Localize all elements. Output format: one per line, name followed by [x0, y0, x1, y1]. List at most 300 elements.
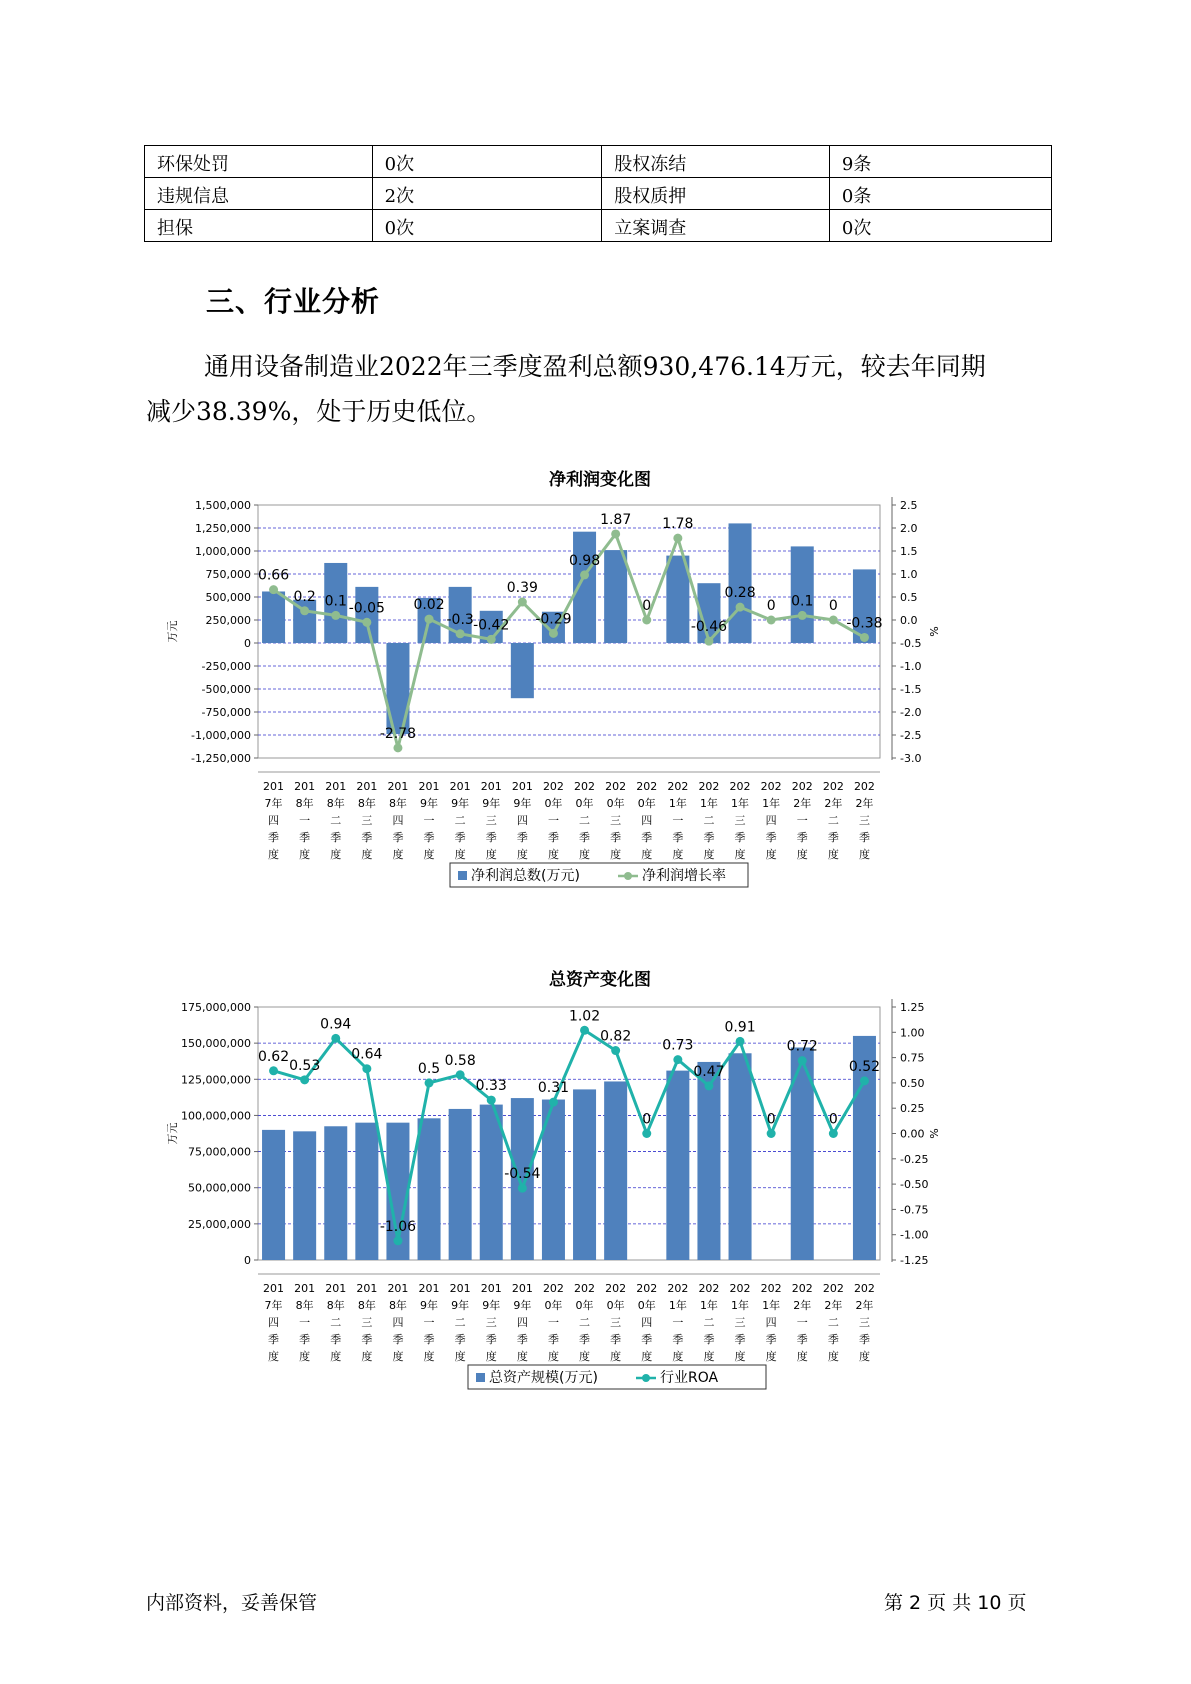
x-tick-label-line: 度 [516, 1350, 528, 1363]
assets-chart [150, 995, 1030, 1415]
y2-tick-label: -1.00 [900, 1228, 929, 1242]
y-tick-label: 25,000,000 [188, 1217, 251, 1231]
x-tick-label-line: 三 [610, 814, 622, 827]
data-label: -2.78 [379, 725, 417, 742]
x-tick-label-line: 季 [796, 1333, 808, 1346]
x-tick-label-line: 季 [579, 1333, 591, 1346]
y2-tick-label: -0.75 [900, 1203, 929, 1217]
legend-line-dot [624, 872, 632, 880]
table-row [145, 146, 1052, 178]
x-tick-label-line: 三 [361, 1316, 373, 1329]
x-tick-label-line: 三 [734, 814, 746, 827]
x-tick-label-line: 一 [423, 814, 435, 827]
x-tick-label-line: 8年 [295, 1299, 314, 1312]
line-point [580, 570, 589, 579]
x-tick-label-line: 季 [827, 831, 839, 844]
data-label: 0.94 [320, 1016, 352, 1033]
x-tick-label-line: 度 [579, 848, 591, 861]
x-tick-label [419, 780, 440, 861]
x-tick-label-line: 季 [392, 1333, 404, 1346]
data-label: 0.53 [289, 1057, 321, 1074]
y-tick-label: 75,000,000 [188, 1145, 251, 1159]
x-tick-label-line: 202 [791, 1282, 813, 1295]
paragraph-line-2: 减少38.39%，处于历史低位。 [146, 397, 492, 426]
y-tick-label: -500,000 [201, 683, 251, 696]
x-tick-label-line: 季 [765, 831, 777, 844]
x-tick-label-line: 202 [605, 1282, 627, 1295]
line-point [798, 611, 807, 620]
x-tick-label-line: 1年 [762, 797, 781, 810]
line-point [642, 616, 651, 625]
table-cell: 0次 [829, 210, 1051, 242]
y2-axis-title: % [927, 1128, 940, 1139]
x-tick-label-line: 度 [672, 848, 684, 861]
x-tick-label-line: 季 [268, 831, 280, 844]
line-point [393, 1236, 402, 1245]
y-tick-label: 500,000 [205, 591, 251, 604]
x-tick-label [730, 780, 751, 861]
y2-tick-label: 0.0 [900, 614, 918, 627]
x-tick-label-line: 0年 [637, 797, 656, 810]
data-label: 0.47 [693, 1063, 725, 1080]
x-tick-label-line: 三 [485, 1316, 497, 1329]
data-label: 0.73 [662, 1037, 694, 1054]
x-tick-label [263, 780, 284, 861]
x-tick-label-line: 季 [547, 831, 559, 844]
y2-tick-label: 2.5 [900, 499, 918, 512]
x-tick-label [823, 780, 844, 861]
x-tick-label-line: 201 [418, 1282, 440, 1295]
y2-tick-label: 1.00 [900, 1026, 925, 1040]
x-tick-label-line: 度 [547, 1350, 559, 1363]
line-point [580, 1026, 589, 1035]
x-tick-label [636, 780, 657, 861]
line-point [767, 1129, 776, 1138]
line-point [487, 635, 496, 644]
x-tick-label [294, 1282, 315, 1363]
x-tick-label-line: 四 [268, 814, 280, 827]
table-cell: 担保 [145, 210, 373, 242]
x-tick-label-line: 四 [765, 1316, 777, 1329]
chart-title-assets: 总资产变化图 [549, 970, 651, 990]
x-tick-label-line: 201 [480, 1282, 502, 1295]
bar [604, 550, 627, 643]
x-tick-label-line: 二 [330, 814, 342, 827]
x-tick-label [605, 780, 626, 861]
x-tick-label-line: 1年 [762, 1299, 781, 1312]
y2-tick-label: -2.0 [900, 706, 922, 719]
x-tick-label-line: 度 [734, 1350, 746, 1363]
x-tick-label-line: 201 [449, 1282, 471, 1295]
plot-area [258, 505, 883, 758]
bar [666, 1071, 689, 1260]
x-tick-label [543, 1282, 564, 1363]
table-cell: 2次 [372, 178, 602, 210]
bar [511, 643, 534, 698]
table-cell: 立案调查 [602, 210, 830, 242]
table-cell: 0次 [372, 146, 602, 178]
line-point [673, 1055, 682, 1064]
data-label: 0.31 [537, 1080, 570, 1097]
y-tick-label: 0 [244, 1254, 251, 1267]
x-tick-label-line: 8年 [295, 797, 314, 810]
x-tick-label-line: 8年 [326, 1299, 345, 1312]
x-tick-label-line: 季 [641, 831, 653, 844]
data-label: -0.29 [535, 611, 572, 628]
x-tick-label-line: 季 [734, 831, 746, 844]
line-point [829, 616, 838, 625]
y2-tick-label: 0.5 [900, 591, 918, 604]
data-label: 0 [766, 598, 776, 614]
x-tick-label-line: 202 [853, 780, 875, 793]
table-cell: 环保处罚 [145, 146, 373, 178]
x-tick-label [761, 1282, 782, 1363]
x-tick-label-line: 二 [454, 1316, 466, 1329]
bar [729, 1053, 752, 1260]
line-point [487, 1096, 496, 1105]
data-label: 0.39 [506, 580, 538, 597]
line-point [829, 1129, 838, 1138]
x-tick-label-line: 度 [392, 1350, 404, 1363]
x-tick-label-line: 201 [294, 780, 316, 793]
legend-label: 总资产规模(万元) [489, 1370, 598, 1386]
x-tick-label-line: 202 [542, 1282, 564, 1295]
data-label: -0.3 [446, 611, 474, 628]
x-tick-label-line: 一 [672, 1316, 684, 1329]
x-tick-label-line: 201 [294, 1282, 316, 1295]
x-tick-label-line: 度 [765, 848, 777, 861]
x-tick-label-line: 度 [547, 848, 559, 861]
y2-tick-label: -3.0 [900, 752, 922, 765]
x-tick-label [419, 1282, 440, 1363]
x-tick-label-line: 202 [729, 1282, 751, 1295]
data-label: -0.38 [846, 615, 883, 632]
x-tick-label-line: 度 [827, 1350, 839, 1363]
x-tick-label-line: 季 [454, 831, 466, 844]
line-point [704, 1081, 713, 1090]
x-tick-label-line: 202 [542, 780, 564, 793]
data-label: 0 [642, 1111, 652, 1128]
y-tick-label: 175,000,000 [181, 1001, 251, 1014]
x-tick-label-line: 二 [454, 814, 466, 827]
y2-tick-label: -1.0 [900, 660, 922, 673]
table-cell: 0次 [372, 210, 602, 242]
x-tick-label-line: 度 [423, 1350, 435, 1363]
x-tick-label-line: 202 [698, 780, 720, 793]
line-point [518, 598, 527, 607]
x-tick-label-line: 201 [325, 780, 347, 793]
table-cell: 股权冻结 [602, 146, 830, 178]
x-tick-label [294, 780, 315, 861]
profit-chart [150, 493, 1030, 913]
y-tick-label: 1,000,000 [195, 545, 251, 558]
legend-bar-swatch [476, 1373, 485, 1382]
table-cell: 9条 [829, 146, 1051, 178]
x-tick-label-line: 9年 [420, 797, 439, 810]
y-tick-label: 750,000 [205, 568, 251, 581]
bar [449, 1109, 472, 1260]
data-label: 0 [828, 1111, 838, 1128]
x-tick-label-line: 2年 [793, 797, 812, 810]
x-tick-label [574, 1282, 595, 1363]
x-tick-label-line: 0年 [637, 1299, 656, 1312]
x-tick-label-line: 201 [511, 1282, 533, 1295]
x-tick-label-line: 三 [361, 814, 373, 827]
y2-axis-title: % [927, 626, 940, 637]
y2-tick-label: -2.5 [900, 729, 922, 742]
x-tick-label [574, 780, 595, 861]
y-tick-label: 1,250,000 [195, 522, 251, 535]
x-tick-label-line: 9年 [451, 1299, 470, 1312]
y2-tick-label: -0.5 [900, 637, 922, 650]
x-tick-label-line: 202 [791, 780, 813, 793]
x-tick-label-line: 2年 [793, 1299, 812, 1312]
x-tick-label-line: 四 [392, 814, 404, 827]
x-tick-label-line: 度 [454, 1350, 466, 1363]
x-tick-label [481, 780, 502, 861]
x-tick-label-line: 三 [858, 814, 870, 827]
x-tick-label-line: 202 [667, 1282, 689, 1295]
x-tick-label-line: 二 [827, 1316, 839, 1329]
y-tick-label: 250,000 [205, 614, 251, 627]
x-tick-label-line: 0年 [575, 1299, 594, 1312]
x-tick-label-line: 二 [827, 814, 839, 827]
data-label: 0.98 [568, 552, 601, 569]
x-tick-label [698, 1282, 719, 1363]
x-tick-label-line: 201 [387, 780, 409, 793]
line-point [456, 1070, 465, 1079]
bar [573, 1089, 596, 1260]
y-tick-label: -1,250,000 [191, 752, 251, 765]
data-label: 0.5 [417, 1060, 441, 1077]
y2-tick-label: 0.25 [900, 1102, 925, 1116]
bar [324, 1126, 347, 1260]
line-point [362, 1064, 371, 1073]
x-tick-label-line: 季 [361, 1333, 373, 1346]
data-label: 0.62 [257, 1048, 290, 1065]
table-row [145, 210, 1052, 242]
x-tick-label-line: 2年 [824, 797, 843, 810]
x-tick-label-line: 202 [853, 1282, 875, 1295]
x-tick-label [605, 1282, 626, 1363]
x-tick-label-line: 201 [511, 780, 533, 793]
x-tick-label-line: 季 [641, 1333, 653, 1346]
x-tick-label [387, 780, 408, 861]
data-label: 0 [766, 1111, 776, 1128]
bar [480, 1105, 503, 1260]
section-heading: 三、行业分析 [206, 285, 381, 318]
y2-tick-label: -0.50 [900, 1178, 929, 1192]
x-tick-label-line: 季 [330, 831, 342, 844]
x-tick-label-line: 四 [516, 814, 528, 827]
x-tick-label-line: 二 [703, 814, 715, 827]
x-tick-label-line: 202 [636, 1282, 658, 1295]
line-point [673, 534, 682, 543]
x-tick-label-line: 9年 [513, 1299, 532, 1312]
x-tick-label-line: 8年 [388, 797, 407, 810]
data-label: -1.06 [379, 1218, 417, 1235]
data-label: -0.46 [690, 619, 728, 636]
x-tick-label-line: 9年 [420, 1299, 439, 1312]
data-label: -0.05 [348, 600, 385, 617]
y-tick-label: -250,000 [201, 660, 251, 673]
y-tick-label: 0 [244, 637, 251, 650]
x-tick-label-line: 202 [698, 1282, 720, 1295]
x-tick-label-line: 1年 [731, 1299, 750, 1312]
x-tick-label-line: 季 [827, 1333, 839, 1346]
x-tick-label-line: 度 [610, 1350, 622, 1363]
x-tick-label-line: 季 [703, 831, 715, 844]
x-tick-label-line: 2年 [824, 1299, 843, 1312]
x-tick-label-line: 1年 [699, 797, 718, 810]
x-tick-label-line: 季 [454, 1333, 466, 1346]
line-point [331, 611, 340, 620]
bar [697, 1062, 720, 1260]
x-tick-label-line: 7年 [264, 1299, 283, 1312]
x-tick-label-line: 1年 [668, 797, 687, 810]
x-tick-label-line: 1年 [699, 1299, 718, 1312]
bar [262, 591, 285, 643]
x-tick-label [481, 1282, 502, 1363]
x-tick-label-line: 度 [392, 848, 404, 861]
data-label: 0.02 [413, 597, 445, 614]
x-tick-label-line: 202 [760, 780, 782, 793]
x-tick-label-line: 201 [387, 1282, 409, 1295]
x-tick-label [698, 780, 719, 861]
x-tick-label-line: 0年 [575, 797, 594, 810]
x-tick-label-line: 202 [822, 780, 844, 793]
x-tick-label-line: 202 [729, 780, 751, 793]
x-tick-label-line: 一 [547, 1316, 559, 1329]
x-tick-label [823, 1282, 844, 1363]
x-tick-label-line: 四 [641, 814, 653, 827]
data-label: 1.87 [600, 511, 632, 528]
x-tick-label-line: 0年 [606, 1299, 625, 1312]
x-tick-label-line: 2年 [855, 797, 874, 810]
bar [355, 1123, 378, 1260]
line-point [767, 616, 776, 625]
x-tick-label-line: 0年 [544, 1299, 563, 1312]
line-point [860, 633, 869, 642]
x-tick-label-line: 三 [610, 1316, 622, 1329]
chart-title-profit: 净利润变化图 [549, 470, 651, 490]
x-tick-label-line: 三 [485, 814, 497, 827]
table-cell: 违规信息 [145, 178, 373, 210]
x-tick-label [450, 1282, 471, 1363]
legend-line-dot [642, 1374, 650, 1382]
x-tick-label-line: 度 [703, 848, 715, 861]
x-tick-label-line: 一 [672, 814, 684, 827]
y2-tick-label: 1.0 [900, 568, 918, 581]
legend-bar-swatch [458, 871, 467, 880]
legend-label: 行业ROA [660, 1370, 719, 1386]
line-point [425, 1078, 434, 1087]
paragraph-line-1: 通用设备制造业2022年三季度盈利总额930,476.14万元，较去年同期 [204, 352, 986, 381]
table-cell: 股权质押 [602, 178, 830, 210]
x-tick-label-line: 四 [765, 814, 777, 827]
x-tick-label-line: 二 [579, 1316, 591, 1329]
x-tick-label-line: 201 [449, 780, 471, 793]
x-tick-label-line: 9年 [513, 797, 532, 810]
footer-confidential: 内部资料，妥善保管 [146, 1592, 318, 1614]
x-tick-label-line: 季 [610, 1333, 622, 1346]
data-label: 0.58 [444, 1052, 476, 1069]
data-label: 0.1 [791, 593, 814, 610]
data-label: 0.91 [724, 1019, 756, 1036]
line-point [425, 615, 434, 624]
y2-tick-label: -1.5 [900, 683, 922, 696]
x-tick-label-line: 度 [268, 1350, 280, 1363]
data-label: 0.33 [475, 1078, 507, 1095]
x-tick-label-line: 二 [330, 1316, 342, 1329]
x-tick-label [325, 1282, 346, 1363]
y2-tick-label: -0.25 [900, 1152, 929, 1166]
x-tick-label-line: 0年 [544, 797, 563, 810]
y2-tick-label: -1.25 [900, 1254, 929, 1267]
line-point [300, 1075, 309, 1084]
y-tick-label: 125,000,000 [181, 1073, 251, 1087]
x-tick-label [636, 1282, 657, 1363]
x-tick-label-line: 201 [480, 780, 502, 793]
x-tick-label-line: 度 [423, 848, 435, 861]
bar [418, 1118, 441, 1260]
x-tick-label-line: 季 [485, 831, 497, 844]
analysis-paragraph [146, 344, 1056, 434]
footer-page-number: 第 2 页 共 10 页 [884, 1592, 1027, 1614]
x-tick-label-line: 一 [299, 814, 311, 827]
x-tick-label-line: 四 [641, 1316, 653, 1329]
line-point [704, 637, 713, 646]
x-tick-label [854, 780, 875, 861]
y2-tick-label: 1.5 [900, 545, 918, 558]
data-label: 0.82 [600, 1028, 632, 1045]
y-axis-title: 万元 [166, 620, 179, 643]
x-tick-label [263, 1282, 284, 1363]
x-tick-label-line: 一 [547, 814, 559, 827]
x-tick-label [792, 780, 813, 861]
x-tick-label [387, 1282, 408, 1363]
x-tick-label-line: 季 [796, 831, 808, 844]
y-tick-label: -1,000,000 [191, 729, 251, 742]
y2-tick-label: 2.0 [900, 522, 918, 535]
legend-label: 净利润总数(万元) [471, 868, 580, 884]
x-tick-label [667, 1282, 688, 1363]
line-point [300, 606, 309, 615]
x-tick-label-line: 度 [330, 848, 342, 861]
x-tick-label-line: 季 [299, 1333, 311, 1346]
x-tick-label-line: 四 [268, 1316, 280, 1329]
x-tick-label-line: 度 [299, 1350, 311, 1363]
x-tick-label-line: 9年 [482, 1299, 501, 1312]
data-label: 1.78 [662, 516, 694, 533]
x-tick-label-line: 202 [605, 780, 627, 793]
line-point [611, 1046, 620, 1055]
data-label: 0.52 [848, 1058, 881, 1075]
x-tick-label-line: 0年 [606, 797, 625, 810]
x-tick-label [512, 780, 533, 861]
bar [729, 523, 752, 643]
x-tick-label-line: 度 [641, 848, 653, 861]
x-tick-label-line: 度 [361, 1350, 373, 1363]
x-tick-label-line: 202 [760, 1282, 782, 1295]
line-point [269, 1066, 278, 1075]
x-tick-label-line: 201 [356, 780, 378, 793]
line-point [642, 1129, 651, 1138]
x-tick-label-line: 度 [672, 1350, 684, 1363]
line-point [456, 629, 465, 638]
x-tick-label-line: 季 [734, 1333, 746, 1346]
x-tick-label-line: 201 [263, 780, 285, 793]
